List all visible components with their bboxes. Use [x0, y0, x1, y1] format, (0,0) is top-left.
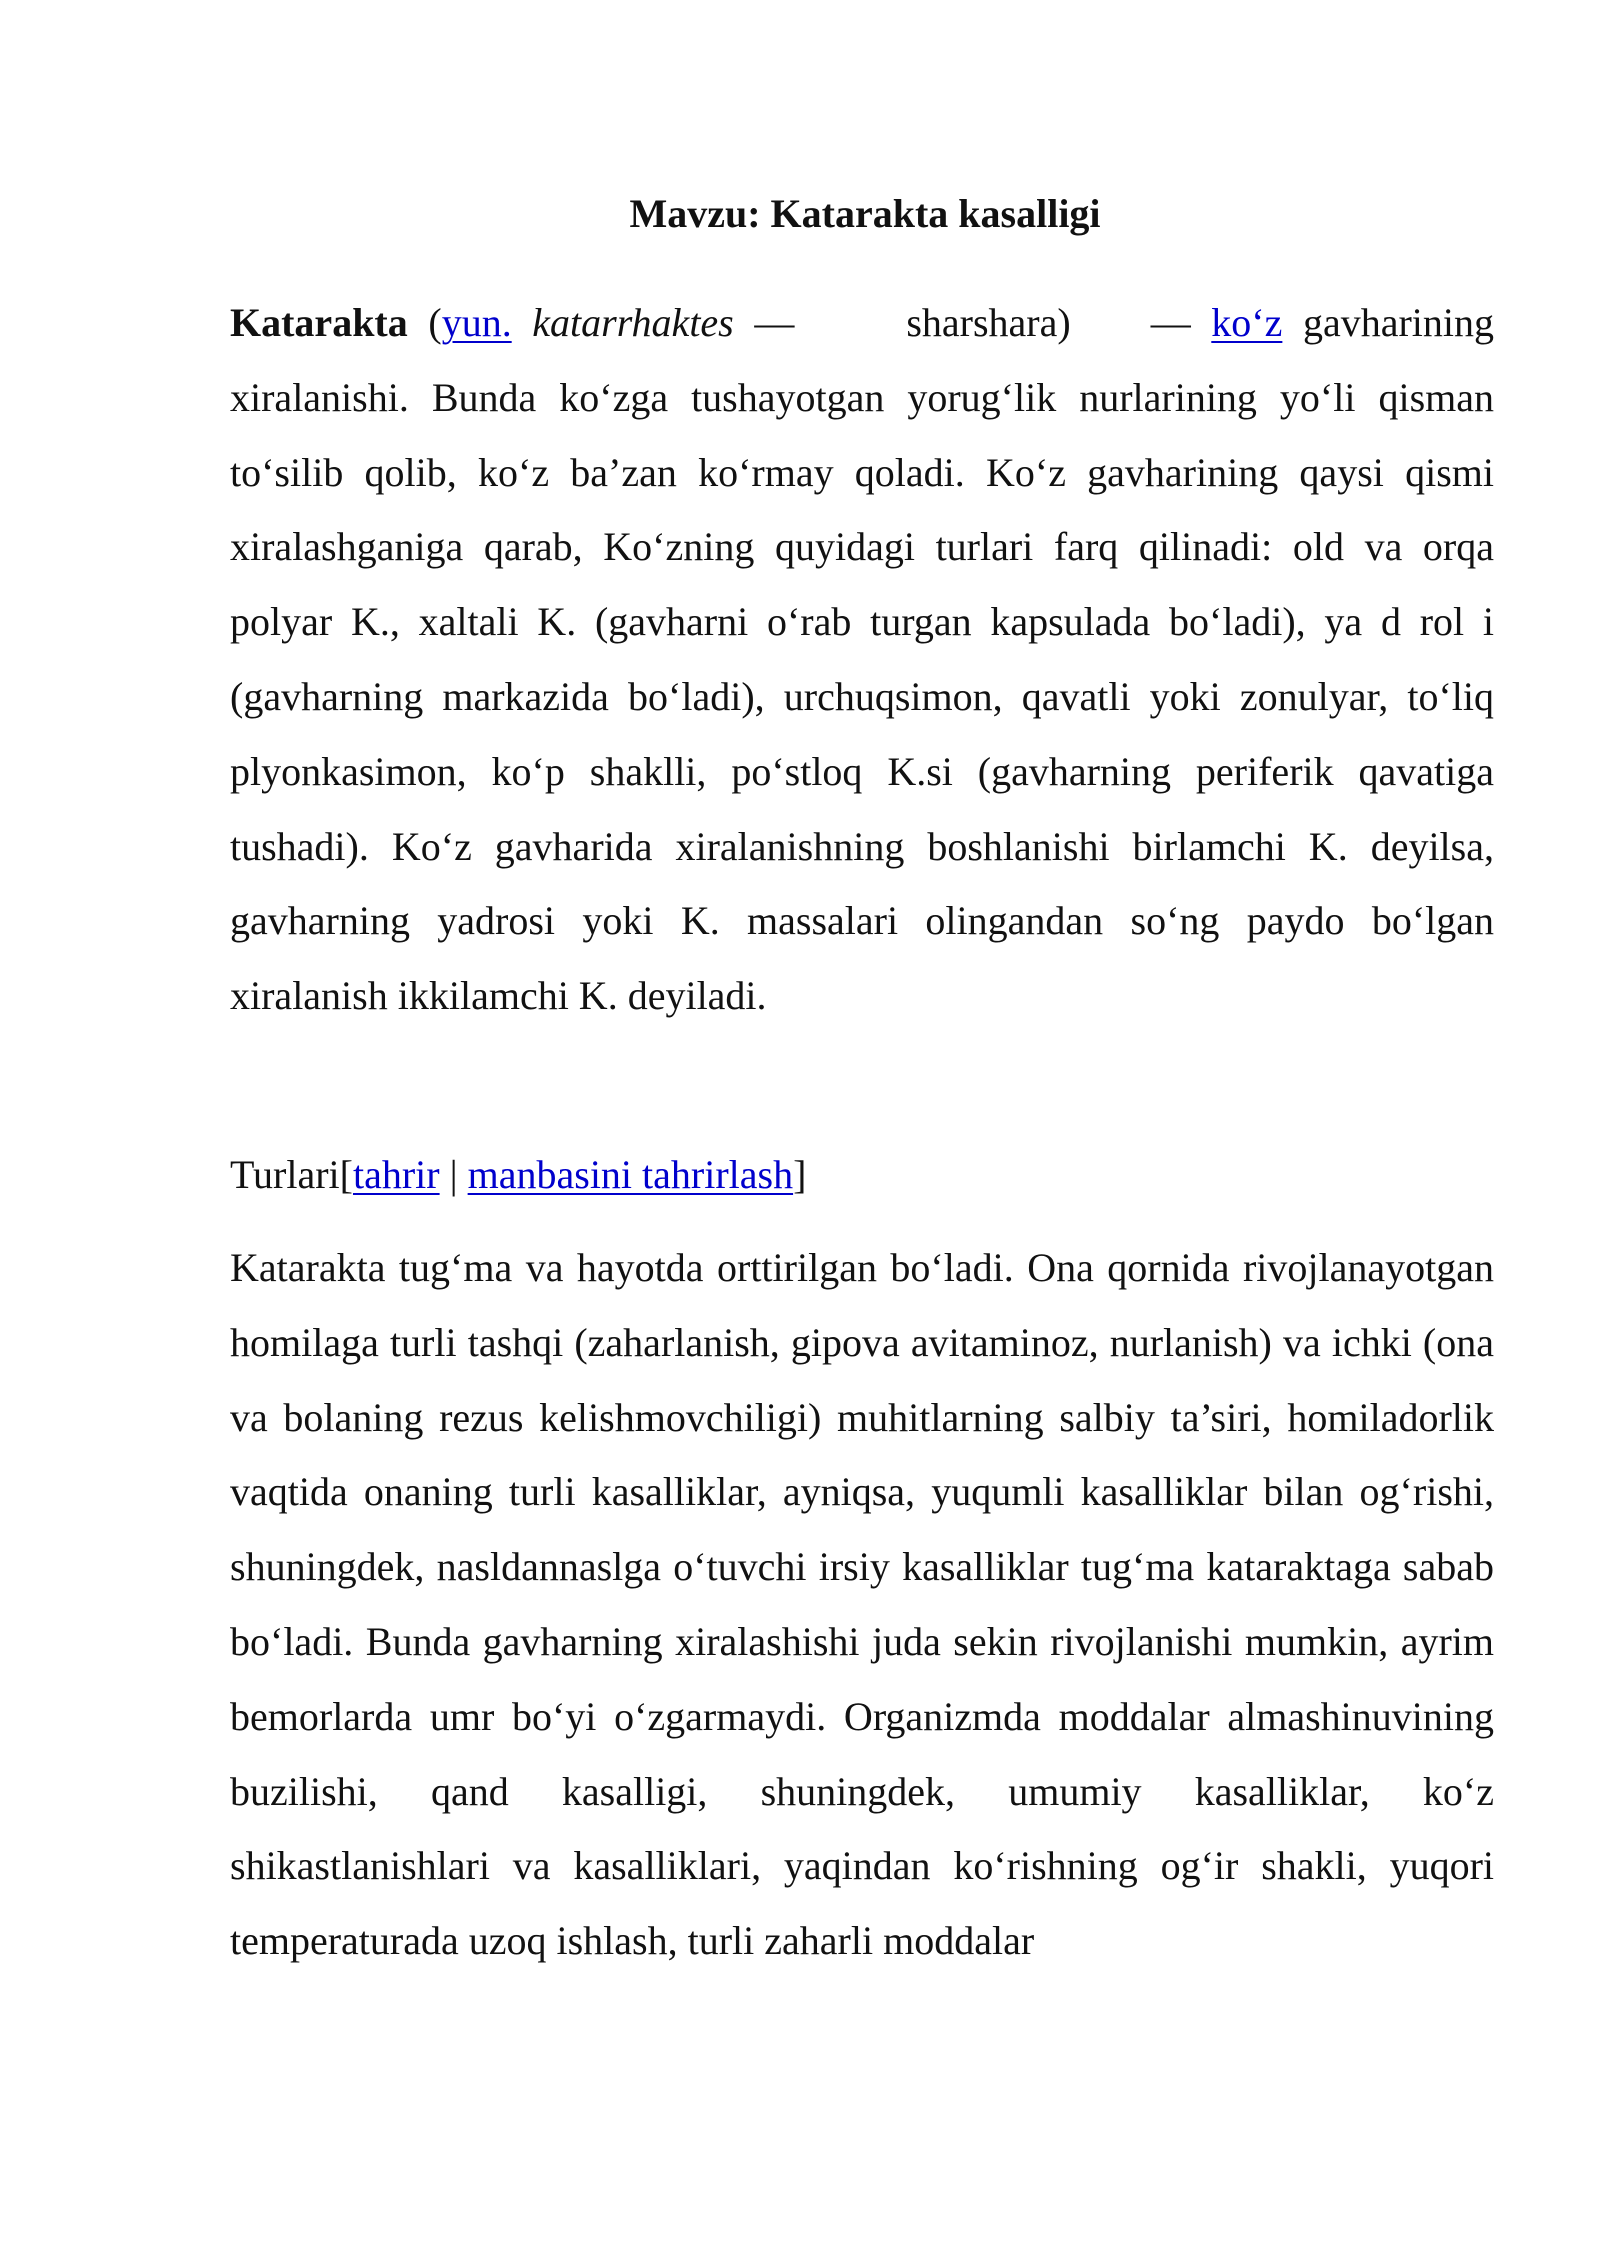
- document-title: Mavzu: Katarakta kasalligi: [629, 191, 1101, 236]
- etymology-term: katarrhaktes: [532, 300, 734, 345]
- intro-text: gavharining xiralanishi. Bunda ko‘zga tushayotgan yorug‘lik nurlarining yo‘li qisman to‘silib qolib, ko‘z ba’zan ko‘rmay qoladi. Ko‘z gavharining qaysi qismi xiralashganiga qarab, Ko‘zning quyidagi turlari farq qilinadi: old va orqa polyar K., xaltali K. (gavharni o‘rab turgan kapsulada bo‘ladi), ya d rol i (gavharning markazida bo‘ladi), urchuqsimon, qavatli yoki zonulyar, to‘liq plyonkasimon, ko‘p shaklli, po‘stloq K.si (gavharning periferik qavatiga tushadi). Ko‘z gavharida xiralanishning boshlanishi birlamchi K. deyilsa, gavharning yadrosi yoki K. massalari olingandan so‘ng paydo bo‘lgan xiralanish ikkilamchi K. deyiladi.: [230, 300, 1495, 1019]
- bracket-open: [: [339, 1152, 353, 1197]
- intro-paragraph: [230, 286, 1494, 1034]
- body-paragraph: Katarakta tug‘ma va hayotda orttirilgan bo‘ladi. Ona qornida rivojlanayotgan homilaga turli tashqi (zaharlanish, gipova avitaminoz, nurlanish) va ichki (ona va bolaning rezus kelishmovchiligi) muhitlarning salbiy ta’siri, homiladorlik vaqtida onaning turli kasalliklar, ayniqsa, yuqumli kasalliklar bilan og‘rishi, shuningdek, nasldannaslga o‘tuvchi irsiy kasalliklar tug‘ma kataraktaga sabab bo‘ladi. Bunda gavharning xiralashishi juda sekin rivojlanishi mumkin, ayrim bemorlarda umr bo‘yi o‘zgarmaydi. Organizmda moddalar almashinuvining buzilishi, qand kasalligi, shuningdek, umumiy kasalliklar, ko‘z shikastlanishlari va kasalliklari, yaqindan ko‘rishning og‘ir shakli, yuqori temperaturada uzoq ishlash, turli zaharli moddalar: [230, 1245, 1494, 1964]
- intro-paren-open: (: [407, 300, 442, 345]
- section-heading: [230, 1138, 1494, 1213]
- intro-dash-1: —: [733, 300, 795, 345]
- intro-term: Katarakta: [230, 300, 408, 345]
- edit-link[interactable]: tahrir: [352, 1152, 440, 1197]
- link-separator: |: [439, 1152, 468, 1197]
- intro-dash-2: —: [1150, 300, 1191, 345]
- intro-space: [512, 300, 533, 345]
- intro-meaning: sharshara): [906, 300, 1071, 345]
- section-heading-text: Turlari: [230, 1152, 340, 1197]
- eye-link[interactable]: ko‘z: [1211, 300, 1283, 345]
- edit-source-link[interactable]: manbasini tahrirlash: [467, 1152, 794, 1197]
- bracket-close: ]: [793, 1152, 807, 1197]
- language-link[interactable]: yun.: [441, 300, 512, 345]
